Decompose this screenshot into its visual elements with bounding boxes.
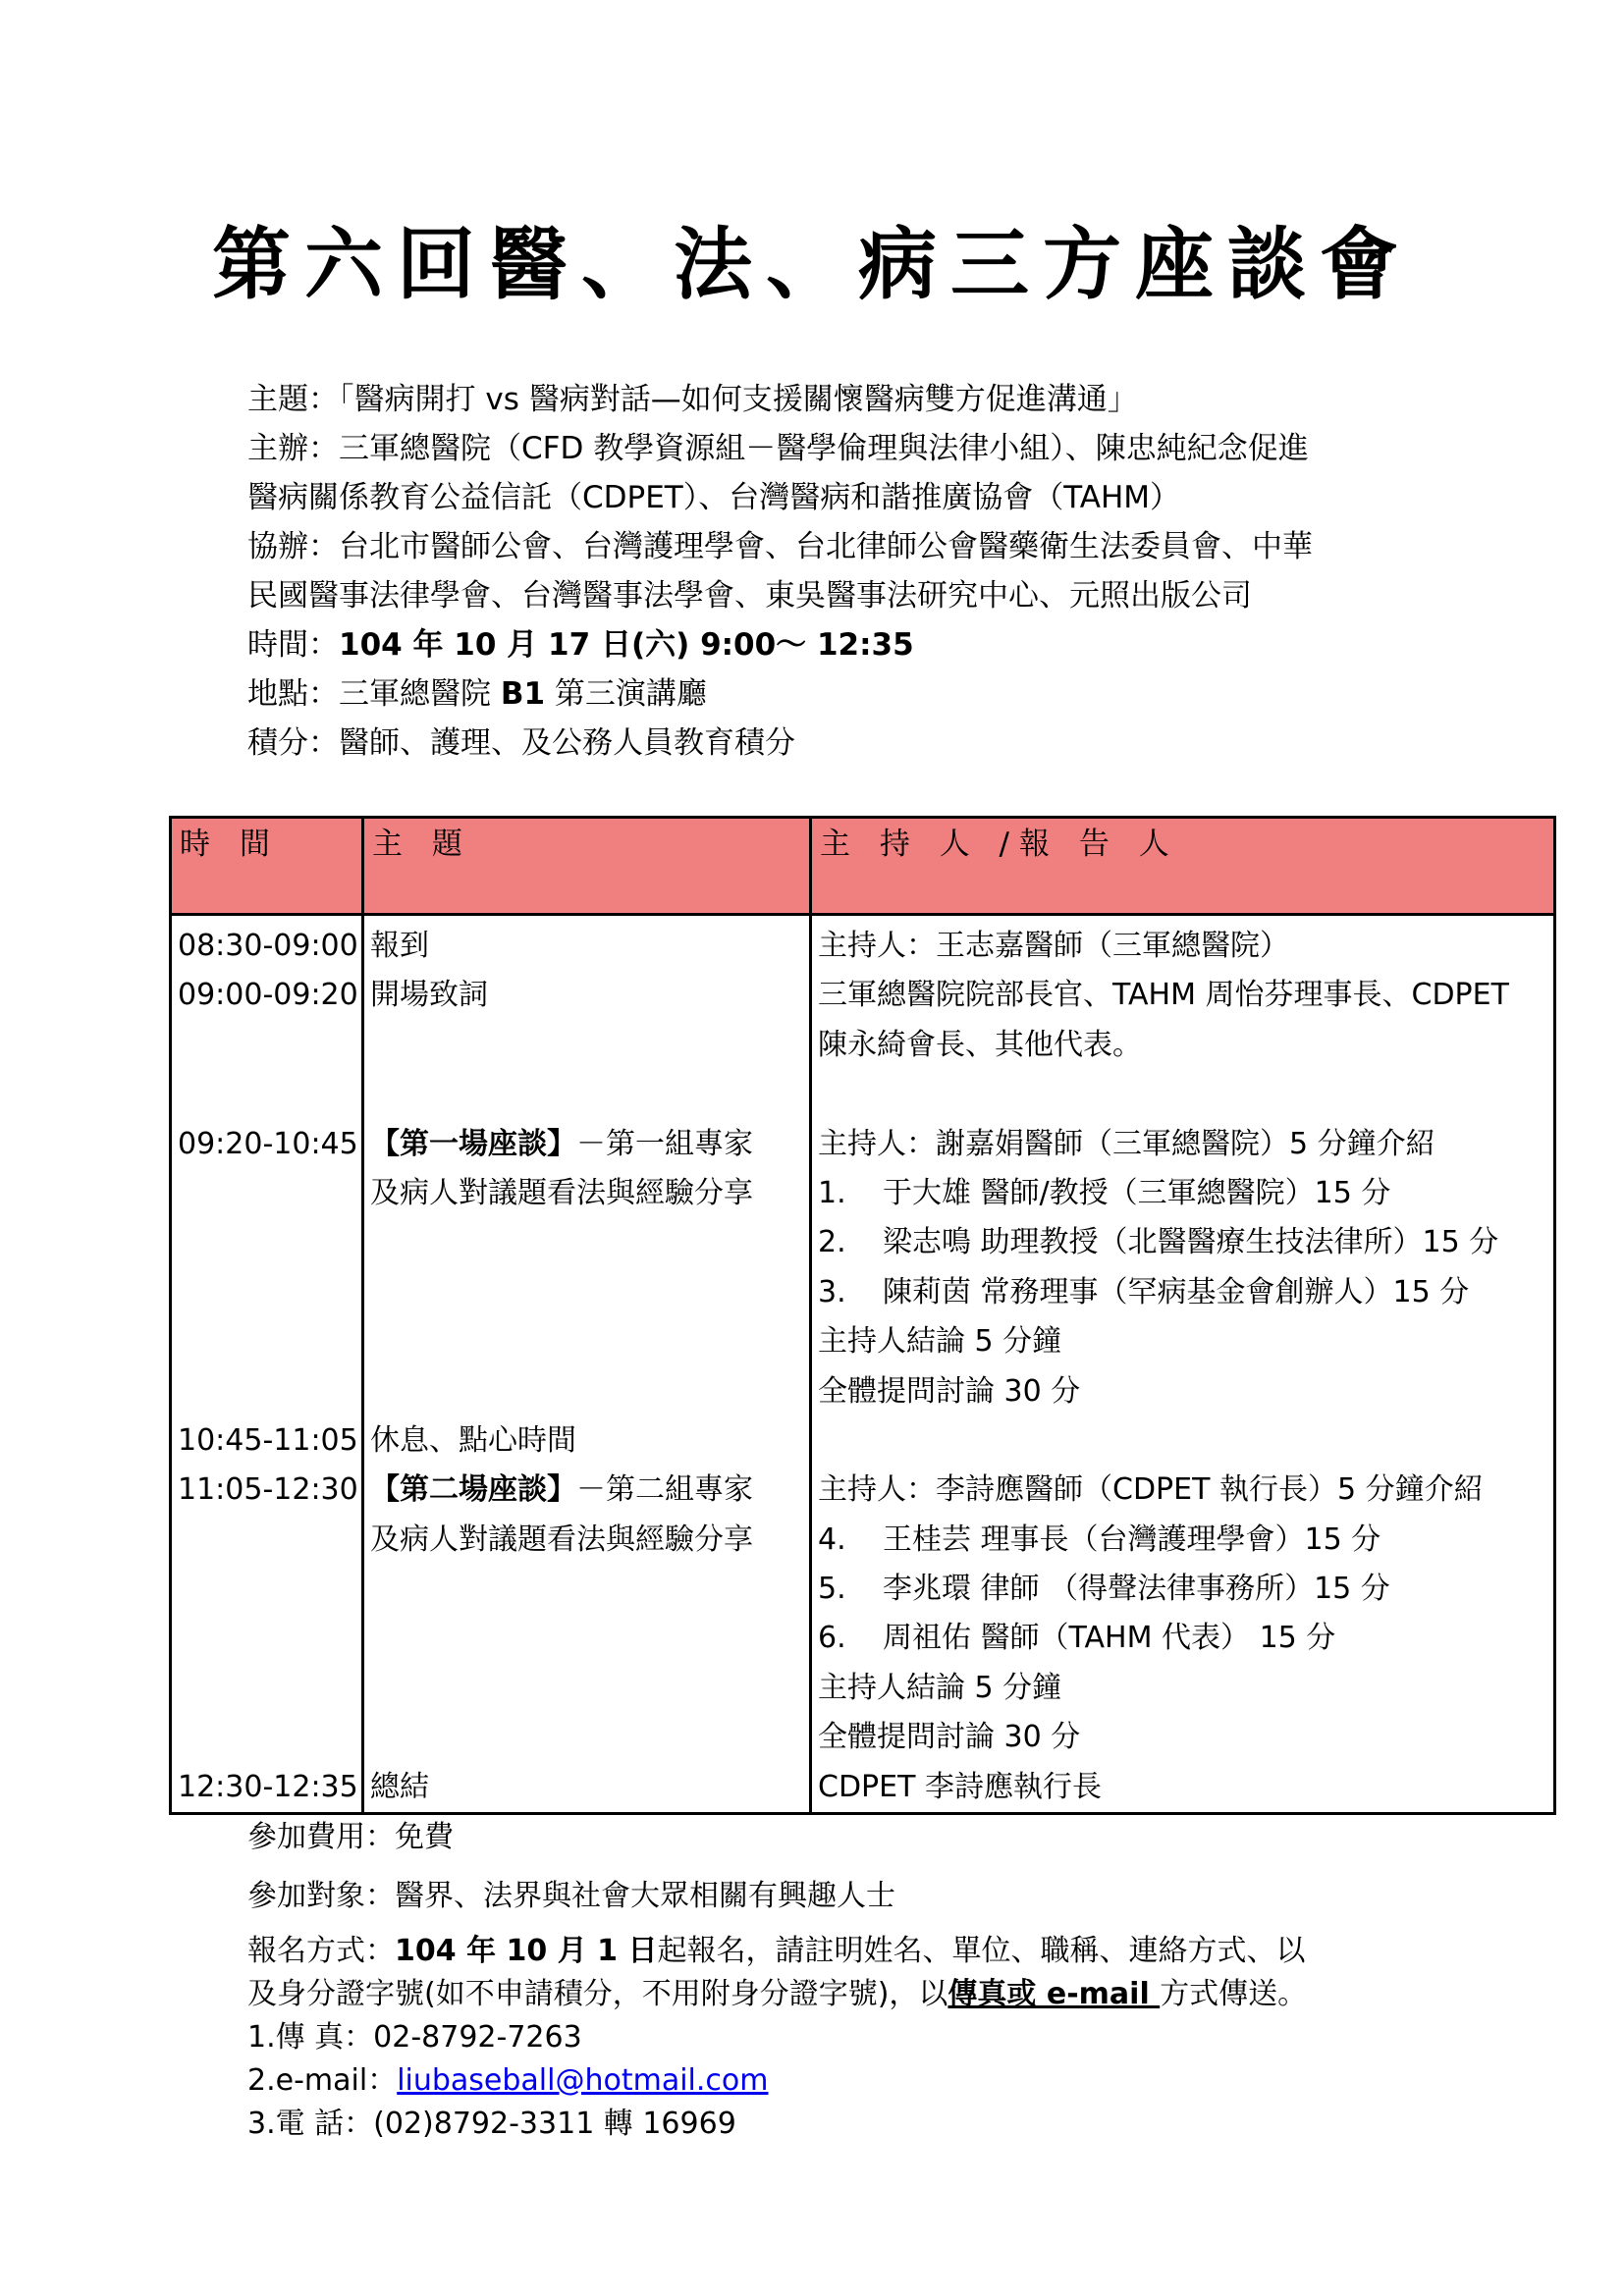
speaker-entry bbox=[818, 1565, 1547, 1614]
speaker-entry bbox=[818, 1268, 1547, 1317]
audience-line: 參加對象：醫界、法界與社會大眾相關有興趣人士 bbox=[247, 1879, 895, 1913]
topic-entry bbox=[370, 1120, 803, 1169]
co-organizer-line-1: 協辦：台北市醫師公會、台灣護理學會、台北律師公會醫藥衛生法委員會、中華 bbox=[247, 529, 1313, 564]
time-entry: 11:05-12:30 bbox=[178, 1472, 358, 1508]
registration-date: 104 年 10 月 1 日 bbox=[395, 1934, 658, 1968]
co-organizer-line-2: 民國醫事法律學會、台灣醫事法學會、東吳醫事法研究中心、元照出版公司 bbox=[247, 578, 1252, 614]
phone-label: 3.電 話： bbox=[247, 2107, 374, 2141]
time-entry: 09:00-09:20 bbox=[178, 978, 358, 1013]
place-rest: 第三演講廳 bbox=[545, 676, 707, 712]
time-line bbox=[247, 620, 1406, 669]
time-value: 104 年 10 月 17 日(六) 9:00～ 12:35 bbox=[339, 627, 914, 663]
time-label: 時間： bbox=[247, 627, 339, 663]
speaker-number: 1. bbox=[818, 1175, 846, 1210]
time-entry: 08:30-09:00 bbox=[178, 929, 358, 963]
speaker-number: 2. bbox=[818, 1225, 846, 1260]
header-time: 時 間 bbox=[171, 818, 363, 915]
time-cell bbox=[171, 915, 363, 1814]
topic-entry: 報到 bbox=[370, 929, 429, 963]
phone-line bbox=[247, 2099, 1426, 2142]
session-2-title: 【第二場座談】 bbox=[370, 1472, 576, 1508]
theme-line: 主題：「醫病開打 vs 醫病對話—如何支援關懷醫病雙方促進溝通」 bbox=[247, 382, 1138, 417]
session-2-subtitle: －第二組專家 bbox=[576, 1472, 753, 1508]
speaker-number: 4. bbox=[818, 1522, 846, 1557]
table-row bbox=[171, 915, 1555, 1814]
time-entry: 10:45-11:05 bbox=[178, 1422, 358, 1458]
host-entry: 全體提問討論 30 分 bbox=[818, 1720, 1081, 1755]
topic-entry: 及病人對議題看法與經驗分享 bbox=[370, 1522, 753, 1557]
speaker-entry bbox=[818, 1614, 1547, 1663]
fax-label: 1.傳 真： bbox=[247, 2020, 374, 2055]
table-header-row bbox=[171, 818, 1555, 915]
registration-text-2: 及身分證字號(如不申請積分，不用附身分證字號)，以 bbox=[247, 1977, 948, 2011]
registration-info bbox=[247, 1812, 1426, 2142]
header-topic: 主 題 bbox=[363, 818, 811, 915]
speaker-entry bbox=[818, 1169, 1547, 1218]
topic-entry: 總結 bbox=[370, 1769, 429, 1804]
registration-line-2 bbox=[247, 1969, 1426, 2012]
speaker-entry bbox=[818, 1516, 1547, 1565]
registration-line-1 bbox=[247, 1926, 1426, 1969]
speaker-number: 3. bbox=[818, 1274, 846, 1309]
time-entry: 12:30-12:35 bbox=[178, 1769, 358, 1804]
topic-entry bbox=[370, 1466, 803, 1515]
fax-value: 02-8792-7263 bbox=[373, 2020, 582, 2055]
session-1-title: 【第一場座談】 bbox=[370, 1126, 576, 1161]
host-entry: 三軍總醫院院部長官、TAHM 周怡芬理事長、CDPET bbox=[818, 978, 1509, 1013]
speaker-text: 王桂芸 理事長（台灣護理學會）15 分 bbox=[883, 1522, 1381, 1557]
speaker-text: 李兆環 律師 （得聲法律事務所）15 分 bbox=[883, 1572, 1390, 1607]
speaker-text: 陳莉茵 常務理事（罕病基金會創辦人）15 分 bbox=[883, 1274, 1470, 1309]
speaker-entry bbox=[818, 1218, 1547, 1267]
email-line bbox=[247, 2056, 1426, 2099]
place-line bbox=[247, 669, 1406, 719]
topic-cell bbox=[363, 915, 811, 1814]
host-entry: 主持人結論 5 分鐘 bbox=[818, 1670, 1062, 1705]
host-entry: 全體提問討論 30 分 bbox=[818, 1373, 1081, 1409]
fax-line bbox=[247, 2012, 1426, 2056]
phone-value: (02)8792-3311 轉 16969 bbox=[373, 2107, 736, 2141]
speaker-text: 于大雄 醫師/教授（三軍總醫院）15 分 bbox=[883, 1175, 1391, 1210]
event-info bbox=[247, 375, 1406, 768]
email-link[interactable]: liubaseball@hotmail.com bbox=[397, 2063, 769, 2098]
host-entry: 主持人：謝嘉娟醫師（三軍總醫院）5 分鐘介紹 bbox=[818, 1126, 1435, 1161]
topic-entry: 及病人對議題看法與經驗分享 bbox=[370, 1175, 753, 1210]
topic-entry: 開場致詞 bbox=[370, 978, 488, 1013]
header-host: 主 持 人 /報 告 人 bbox=[811, 818, 1555, 915]
session-1-subtitle: －第一組專家 bbox=[576, 1126, 753, 1161]
speaker-text: 周祖佑 醫師（TAHM 代表） 15 分 bbox=[883, 1621, 1336, 1656]
speaker-number: 6. bbox=[818, 1621, 846, 1656]
host-entry: 主持人：李詩應醫師（CDPET 執行長）5 分鐘介紹 bbox=[818, 1472, 1484, 1508]
place-room: B1 bbox=[500, 676, 546, 712]
registration-label: 報名方式： bbox=[247, 1934, 395, 1968]
host-cell bbox=[811, 915, 1555, 1814]
host-entry: 陳永綺會長、其他代表。 bbox=[818, 1027, 1142, 1062]
registration-text: 起報名，請註明姓名、單位、職稱、連絡方式、以 bbox=[657, 1934, 1306, 1968]
speaker-text: 梁志鳴 助理教授（北醫醫療生技法律所）15 分 bbox=[883, 1225, 1499, 1260]
organizer-line-1: 主辦：三軍總醫院（CFD 教學資源組－醫學倫理與法律小組）、陳忠純紀念促進 bbox=[247, 431, 1309, 466]
host-entry: 主持人結論 5 分鐘 bbox=[818, 1324, 1062, 1360]
host-entry: 主持人：王志嘉醫師（三軍總醫院） bbox=[818, 929, 1289, 963]
place-label: 地點：三軍總醫院 bbox=[247, 676, 501, 712]
speaker-number: 5. bbox=[818, 1572, 846, 1607]
time-entry: 09:20-10:45 bbox=[178, 1126, 358, 1161]
page-title: 第六回醫、法、病三方座談會 bbox=[212, 218, 1412, 310]
host-entry: CDPET 李詩應執行長 bbox=[818, 1769, 1102, 1804]
registration-method: 傳真或 e-mail bbox=[947, 1977, 1161, 2011]
organizer-line-2: 醫病關係教育公益信託（CDPET）、台灣醫病和諧推廣協會（TAHM） bbox=[247, 480, 1181, 515]
email-label: 2.e-mail： bbox=[247, 2063, 398, 2098]
credits-line: 積分：醫師、護理、及公務人員教育積分 bbox=[247, 725, 795, 761]
topic-entry: 休息、點心時間 bbox=[370, 1422, 576, 1458]
registration-text-3: 方式傳送。 bbox=[1160, 1977, 1308, 2011]
schedule-table bbox=[169, 816, 1556, 1815]
fee-line: 參加費用：免費 bbox=[247, 1820, 454, 1854]
